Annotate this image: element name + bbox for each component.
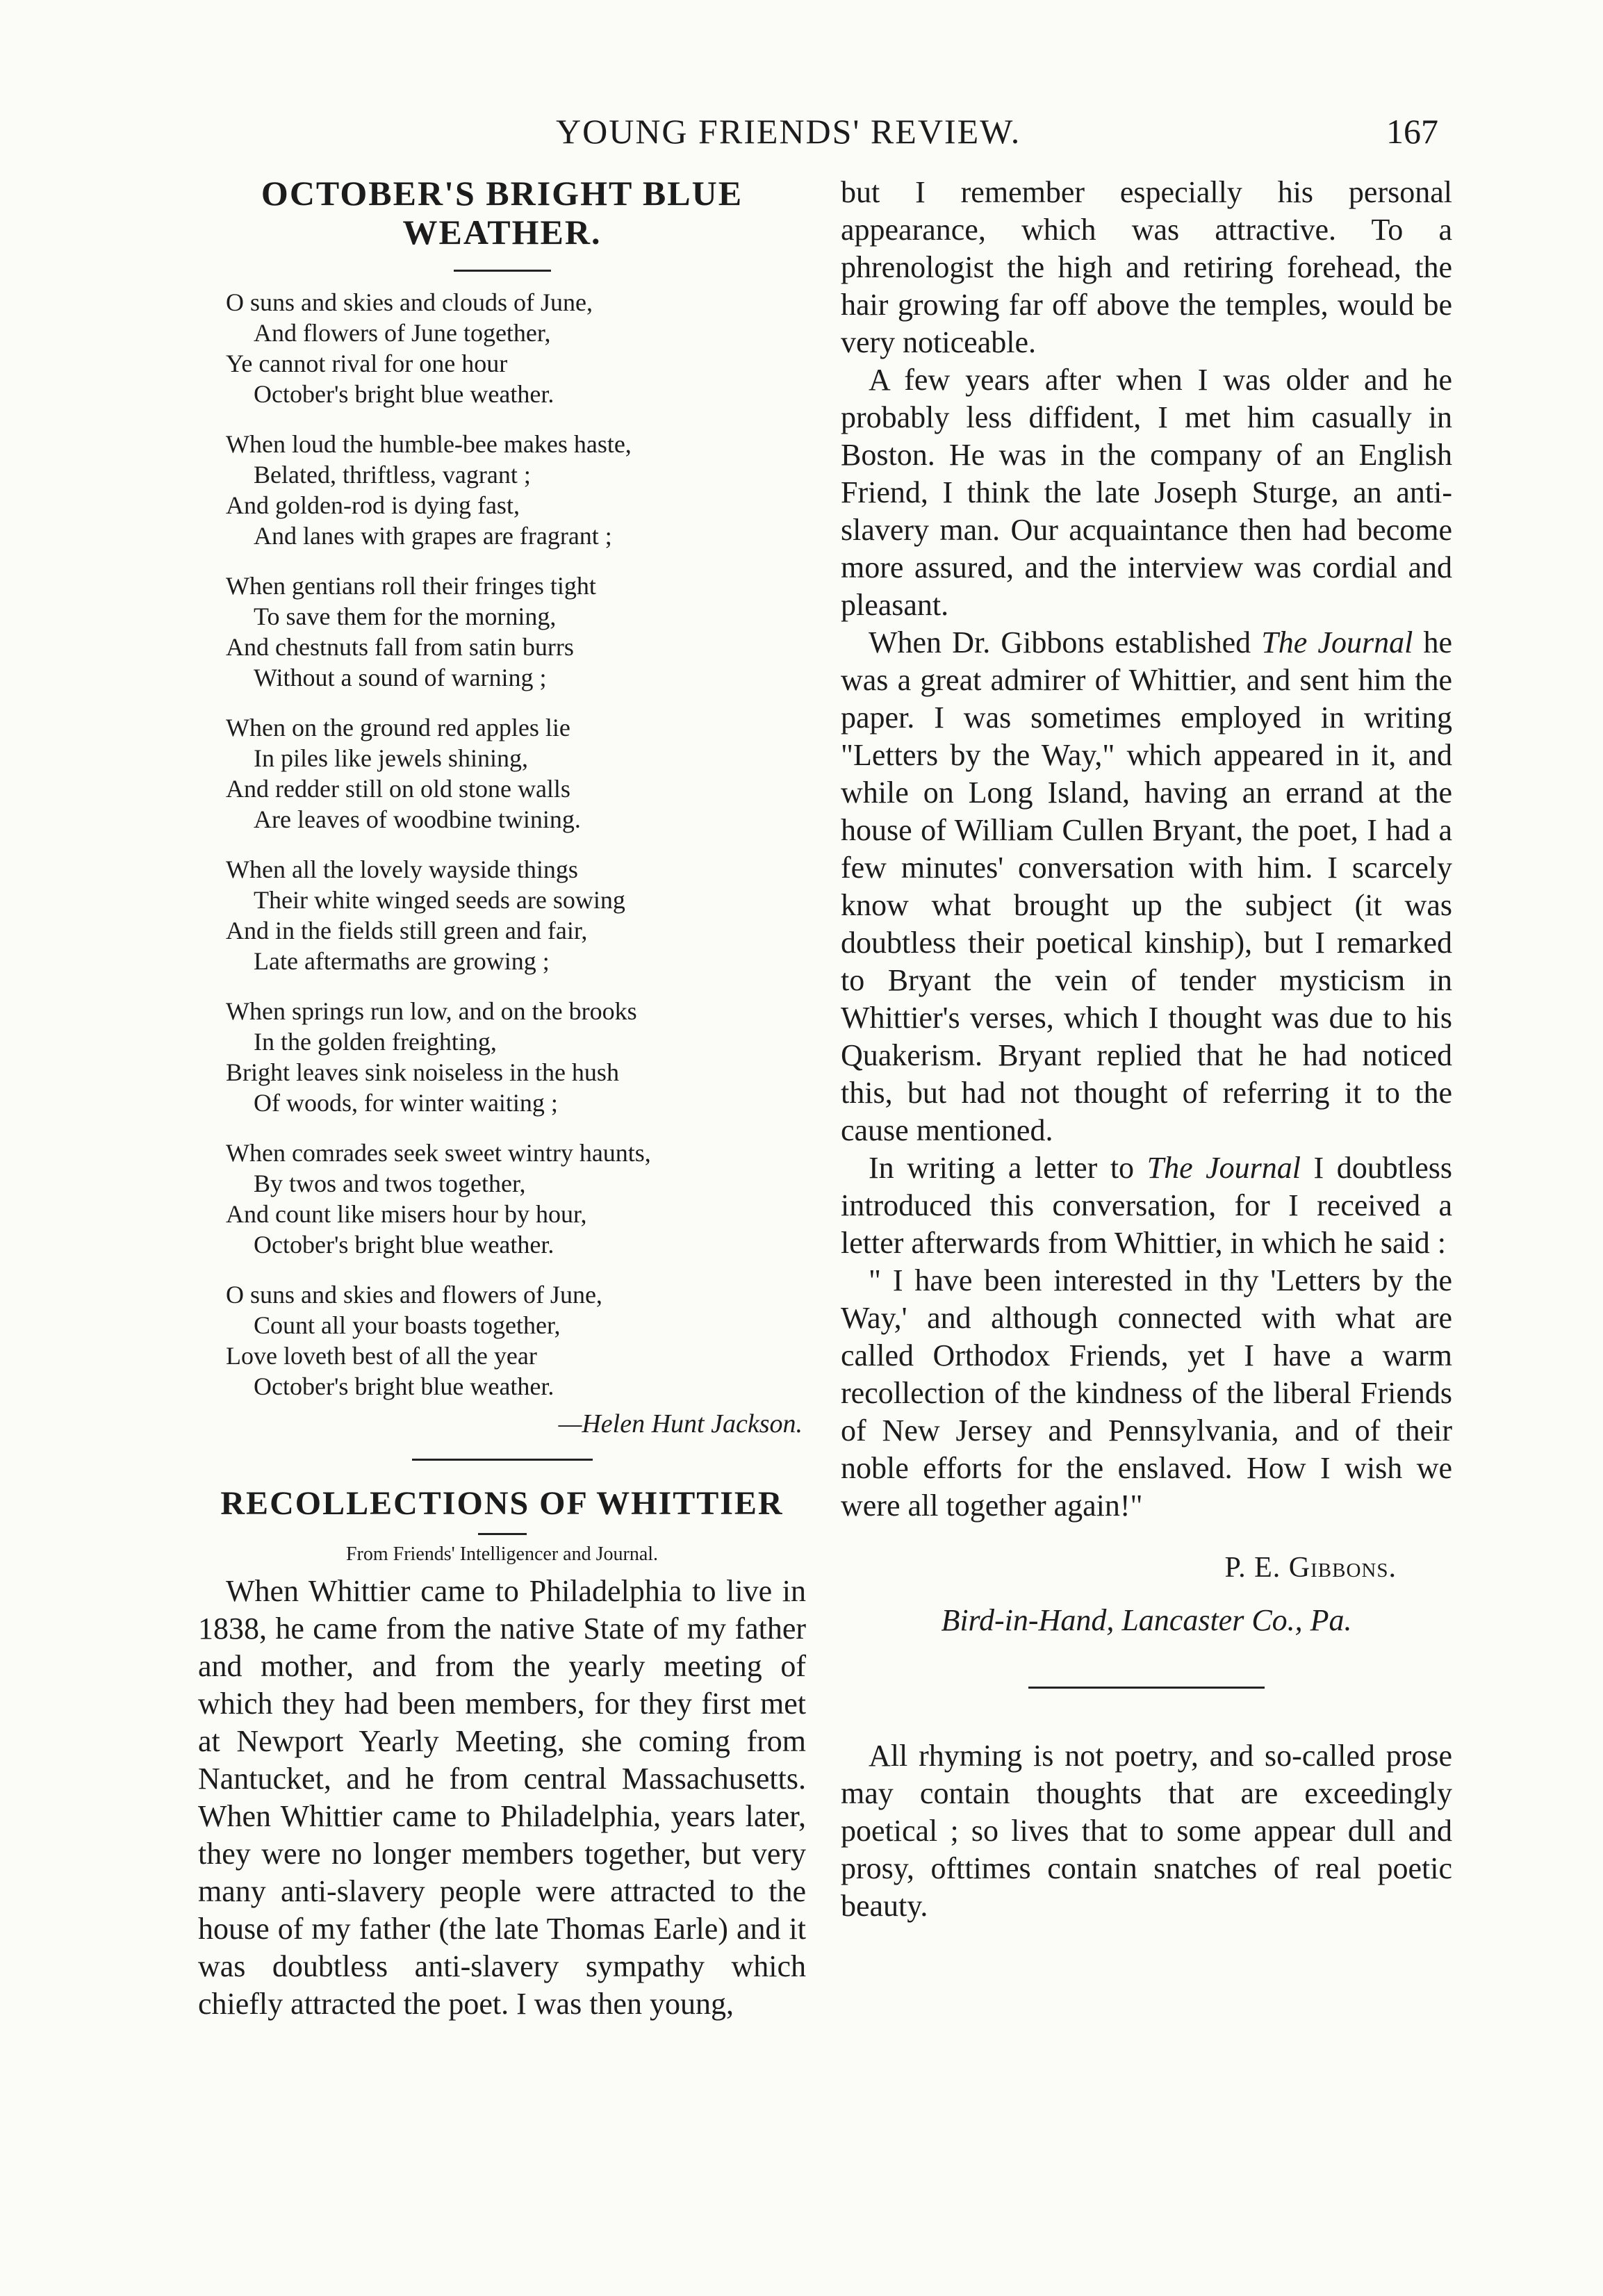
text-run: I doubtless introduced this conversation, for I received a letter afterwards from Whittier, in which he said :	[841, 1151, 1452, 1260]
running-header: YOUNG FRIENDS' REVIEW.	[556, 112, 1021, 151]
poem-line: Count all your boasts together,	[254, 1311, 561, 1339]
stanza	[226, 854, 806, 976]
poem-line: Are leaves of woodbine twining.	[254, 805, 581, 833]
journal-title: The Journal	[1261, 625, 1413, 659]
right-column	[841, 174, 1452, 1925]
article-author: P. E. Gibbons.	[1224, 1552, 1397, 1584]
page-number: 167	[1386, 112, 1438, 151]
article-paragraph	[841, 624, 1452, 1149]
poem-line: Without a sound of warning ;	[254, 664, 547, 691]
poem-line: When all the lovely wayside things	[226, 855, 578, 883]
article-paragraph: A few years after when I was older and he probably less diffident, I met him casually in Boston. He was in the company of an English Friend, I think the late Joseph Sturge, an anti-slavery man. Our acquaintance then had become more assured, and the interview was cordial and pleasant.	[841, 363, 1452, 622]
article-source: From Friends' Intelligencer and Journal.	[345, 1543, 659, 1565]
poem-line: And count like misers hour by hour,	[226, 1200, 587, 1228]
poem-title: OCTOBER'S BRIGHT BLUE WEATHER.	[261, 174, 743, 252]
poem-line: Belated, thriftless, vagrant ;	[254, 461, 531, 489]
poem-line: October's bright blue weather.	[254, 1372, 554, 1400]
article-paragraph	[841, 1149, 1452, 1262]
poem-line: By twos and twos together,	[254, 1170, 526, 1197]
poem-line: O suns and skies and clouds of June,	[226, 288, 593, 316]
text-run: When Dr. Gibbons established	[869, 625, 1262, 659]
stanza	[226, 571, 806, 693]
left-column	[198, 174, 806, 2023]
poem-line: And lanes with grapes are fragrant ;	[254, 522, 612, 550]
divider	[1028, 1687, 1265, 1689]
closing-paragraph: All rhyming is not poetry, and so-called prose may contain thoughts that are exceedingly poetical ; so lives that to some appear dull and prosy, ofttimes contain snatches of real poetic beauty.	[841, 1739, 1452, 1923]
poem-line: When loud the humble-bee makes haste,	[226, 430, 632, 458]
article-paragraph: When Whittier came to Philadelphia to live in 1838, he came from the native State of my father and mother, and from the yearly meeting of which they had been members, for they first met at Newport Yearly Meeting, she coming from Nantucket, and he from central Massachusetts. When Whittier came to Philadelphia, years later, they were no longer members together, but very many anti-slavery people were attracted to the house of my father (the late Thomas Earle) and it was doubtless anti-slavery sympathy which chiefly attracted the poet. I was then young,	[198, 1574, 806, 2021]
poem-line: Of woods, for winter waiting ;	[254, 1089, 558, 1117]
poem-line: Their white winged seeds are sowing	[254, 886, 625, 914]
divider	[454, 270, 551, 272]
poem-line: In the golden freighting,	[254, 1028, 497, 1056]
stanza	[226, 996, 806, 1118]
poem-author: —Helen Hunt Jackson.	[558, 1409, 803, 1438]
poem-line: Late aftermaths are growing ;	[254, 947, 550, 975]
poem-line: To save them for the morning,	[254, 602, 557, 630]
article-paragraph: but I remember especially his personal appearance, which was attractive. To a phrenologist the high and retiring forehead, the hair growing far off above the temples, would be very noticeable.	[841, 175, 1452, 359]
text-run: he was a great admirer of Whittier, and sent him the paper. I was sometimes employed in writing "Letters by the Way," which appeared in it, and while on Long Island, having an errand at the house of William Cullen Bryant, the poet, I had a few minutes' conversation with him. I scarcely know what brought up the subject (it was doubtless their poetical kinship), but I remarked to Bryant the vein of tender mysticism in Whittier's verses, which I thought was due to his Quakerism. Bryant replied that he had noticed this, but had not thought of referring it to the cause mentioned.	[841, 625, 1452, 1147]
poem-line: When on the ground red apples lie	[226, 714, 570, 741]
stanza	[226, 1279, 806, 1402]
stanza	[226, 1138, 806, 1260]
journal-title: The Journal	[1146, 1151, 1301, 1185]
poem-line: When springs run low, and on the brooks	[226, 997, 637, 1025]
article-place: Bird-in-Hand, Lancaster Co., Pa.	[941, 1603, 1352, 1637]
poem-line: When comrades seek sweet wintry haunts,	[226, 1139, 651, 1167]
poem-line: O suns and skies and flowers of June,	[226, 1281, 602, 1309]
divider	[412, 1459, 593, 1461]
poem-line: And chestnuts fall from satin burrs	[226, 633, 574, 661]
text-run: In writing a letter to	[869, 1151, 1147, 1185]
poem-line: And redder still on old stone walls	[226, 775, 570, 803]
stanza	[226, 287, 806, 409]
divider	[478, 1533, 527, 1535]
poem-line: October's bright blue weather.	[254, 1231, 554, 1258]
article-title: RECOLLECTIONS OF WHITTIER	[220, 1485, 784, 1522]
poem-line: Bright leaves sink noiseless in the hush	[226, 1058, 619, 1086]
poem-line: In piles like jewels shining,	[254, 744, 528, 772]
poem-line: October's bright blue weather.	[254, 380, 554, 408]
poem-line: And in the fields still green and fair,	[226, 917, 588, 944]
poem-line: And flowers of June together,	[254, 319, 551, 347]
poem-body	[226, 287, 806, 1402]
stanza	[226, 429, 806, 551]
poem-line: When gentians roll their fringes tight	[226, 572, 596, 600]
whittier-quote: " I have been interested in thy 'Letters by the Way,' and although connected with what are called Orthodox Friends, yet I have a warm recollection of the kindness of the liberal Friends of New Jersey and Pennsylvania, and of their noble efforts for the enslaved. How I wish we were all together again!"	[841, 1263, 1452, 1523]
poem-line: And golden-rod is dying fast,	[226, 491, 520, 519]
poem-line: Love loveth best of all the year	[226, 1342, 537, 1370]
poem-line: Ye cannot rival for one hour	[226, 350, 508, 377]
stanza	[226, 712, 806, 835]
